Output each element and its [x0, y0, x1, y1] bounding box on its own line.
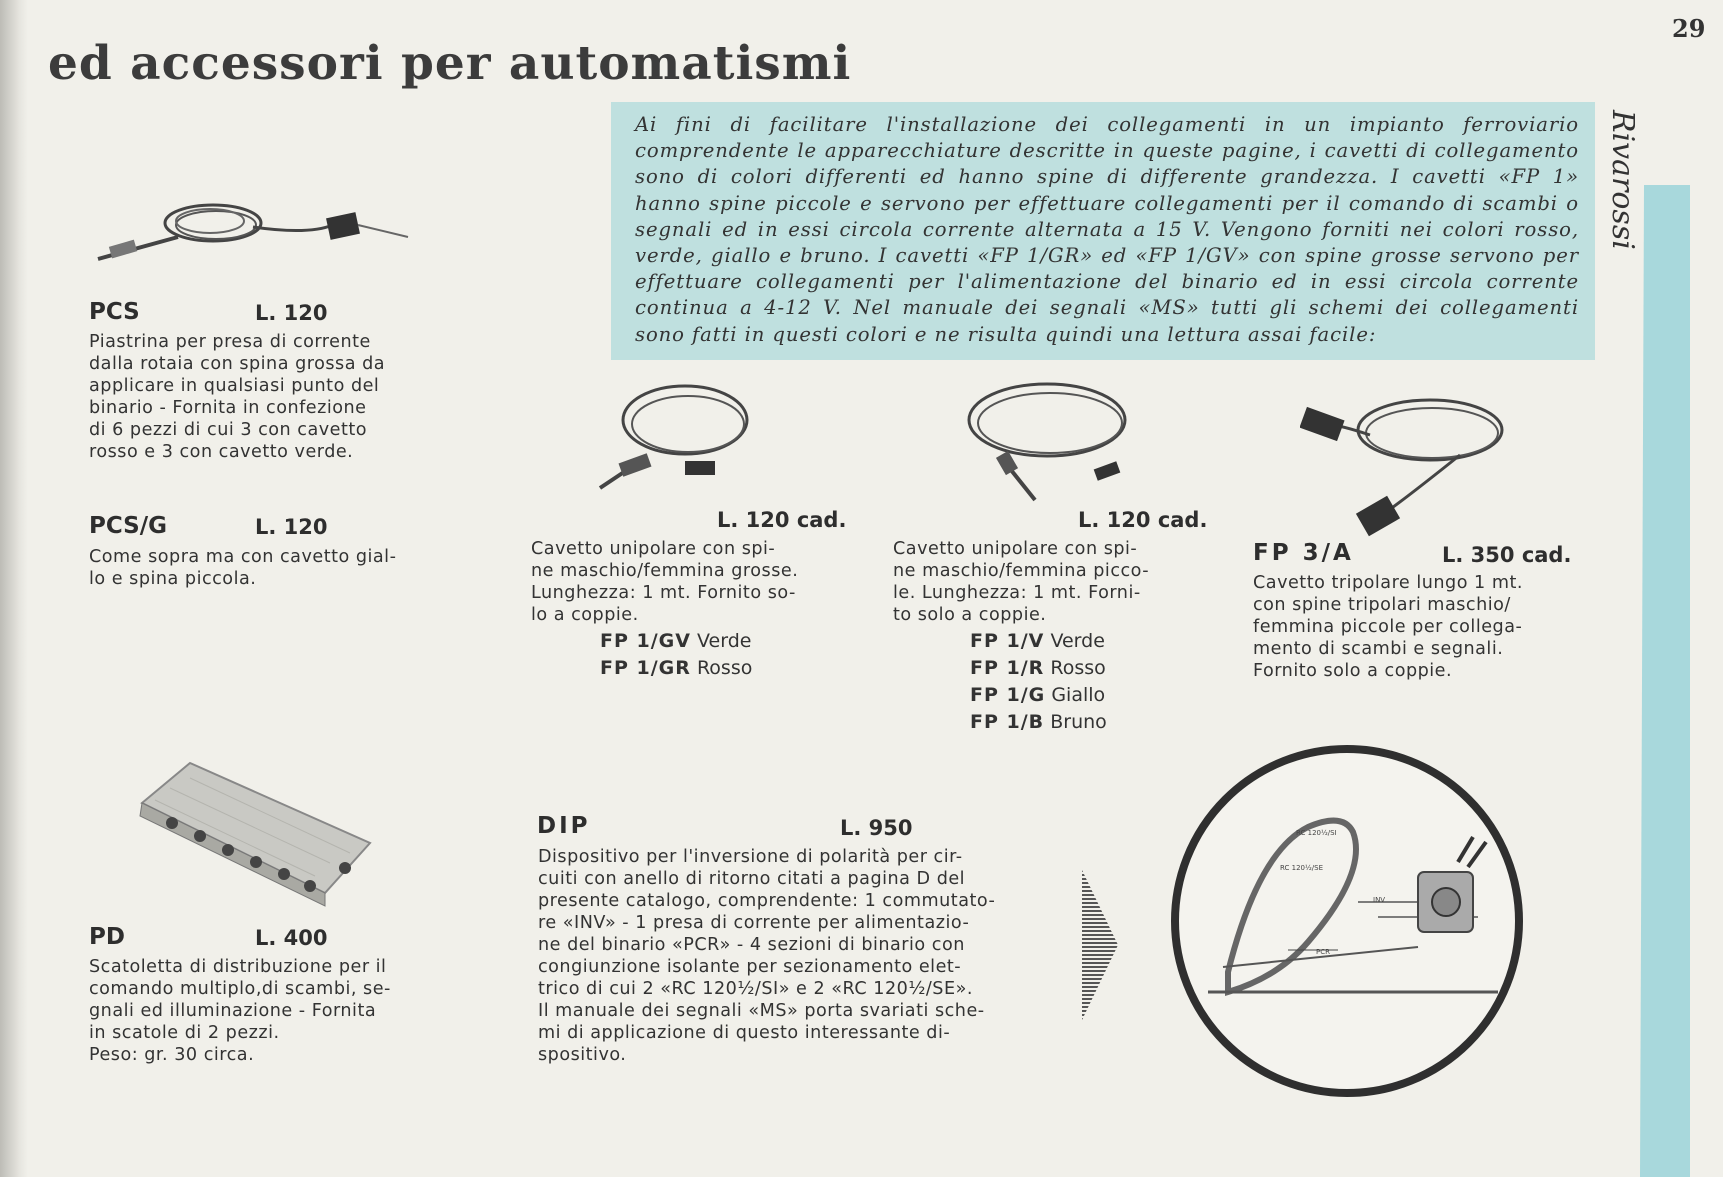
pcs-price: L. 120	[255, 301, 328, 325]
pcs-line: Piastrina per presa di corrente	[89, 332, 371, 352]
fp3a-price: L. 350 cad.	[1442, 543, 1572, 567]
pd-price: L. 400	[255, 926, 328, 950]
dip-diagram	[1168, 742, 1526, 1100]
label-inv: INV	[1373, 896, 1386, 904]
dip-line: spositivo.	[538, 1045, 627, 1065]
dip-line: cuiti con anello di ritorno citati a pagina D del	[538, 869, 966, 889]
dip-line: mi di applicazione di questo interessante di-	[538, 1023, 951, 1043]
dip-line: congiunzione isolante per sezionamento elet-	[538, 957, 962, 977]
variant-row	[970, 682, 1107, 709]
variant-row	[600, 628, 752, 655]
label-rc-se: RC 120½/SE	[1280, 864, 1323, 872]
fp1-big-line: ne maschio/femmina grosse.	[531, 561, 799, 581]
pcsg-code: PCS/G	[89, 513, 168, 539]
dip-line: Dispositivo per l'inversione di polarità per cir-	[538, 847, 963, 867]
pcs-cable-image	[88, 195, 433, 270]
label-rc-si: RC 120½/SI	[1296, 829, 1337, 837]
page-number: 29	[1672, 14, 1706, 43]
variant-row	[970, 655, 1107, 682]
pcs-line: dalla rotaia con spina grossa da	[89, 354, 386, 374]
dip-line: ne del binario «PCR» - 4 sezioni di binario con	[538, 935, 965, 955]
pd-line: gnali ed illuminazione - Fornita	[89, 1001, 377, 1021]
variant-row	[600, 655, 752, 682]
fp1-big-variants	[600, 628, 752, 682]
page-title: ed accessori per automatismi	[48, 36, 852, 91]
pd-line: Peso: gr. 30 circa.	[89, 1045, 255, 1065]
dip-description	[538, 846, 1058, 1066]
fp3a-cable-image	[1300, 385, 1510, 555]
variant-code: FP 1/B	[970, 711, 1045, 733]
variant-color: Rosso	[1050, 657, 1106, 679]
label-pcr: PCR	[1316, 948, 1330, 956]
pd-description	[89, 956, 459, 1066]
dip-line: trico di cui 2 «RC 120½/SI» e 2 «RC 120½/SE».	[538, 979, 973, 999]
fp1-small-description	[893, 538, 1211, 626]
fp1-big-price: L. 120 cad.	[717, 508, 847, 532]
fp1-small-line: to solo a coppie.	[893, 605, 1047, 625]
variant-row	[970, 709, 1107, 736]
pcsg-price: L. 120	[255, 515, 328, 539]
fp1-big-line: lo a coppie.	[531, 605, 639, 625]
pcs-line: binario - Fornita in confezione	[89, 398, 367, 418]
pcs-line: rosso e 3 con cavetto verde.	[89, 442, 354, 462]
dip-price: L. 950	[840, 816, 913, 840]
fp1-small-line: le. Lunghezza: 1 mt. Forni-	[893, 583, 1141, 603]
dip-line: Il manuale dei segnali «MS» porta svariati sche-	[538, 1001, 985, 1021]
fp1-big-cable-image	[590, 378, 770, 493]
fp3a-line: Cavetto tripolare lungo 1 mt.	[1253, 573, 1523, 593]
variant-code: FP 1/GR	[600, 657, 691, 679]
fp1-small-price: L. 120 cad.	[1078, 508, 1208, 532]
pcs-line: applicare in qualsiasi punto del	[89, 376, 380, 396]
pcsg-line: Come sopra ma con cavetto gial-	[89, 547, 397, 567]
pcsg-line: lo e spina piccola.	[89, 569, 257, 589]
variant-color: Verde	[1050, 630, 1105, 652]
dip-line: presente catalogo, comprendente: 1 commutato-	[538, 891, 996, 911]
fp3a-line: mento di scambi e segnali.	[1253, 639, 1504, 659]
fp1-big-description	[531, 538, 851, 626]
pcs-code: PCS	[89, 299, 140, 325]
pd-code: PD	[89, 924, 125, 950]
brand-signature: Rivarossi	[1605, 110, 1640, 250]
variant-color: Giallo	[1051, 684, 1106, 706]
variant-code: FP 1/V	[970, 630, 1045, 652]
pd-distribution-box-image	[130, 758, 380, 908]
variant-color: Rosso	[696, 657, 753, 679]
variant-code: FP 1/GV	[600, 630, 691, 652]
fp1-big-line: Lunghezza: 1 mt. Fornito so-	[531, 583, 796, 603]
dip-code: DIP	[537, 813, 591, 839]
decorative-triangle	[1640, 185, 1690, 1177]
variant-code: FP 1/G	[970, 684, 1046, 706]
fp3a-description	[1253, 572, 1583, 682]
dip-line: re «INV» - 1 presa di corrente per alimentazio-	[538, 913, 970, 933]
fp1-small-variants	[970, 628, 1107, 736]
fp1-small-line: ne maschio/femmina picco-	[893, 561, 1150, 581]
arrow-right-icon	[1080, 870, 1120, 1020]
info-box: Ai fini di facilitare l'installazione dei collegamenti in un impianto ferroviario comprendente le apparecchiature descritte in queste pagine, i cavetti di collegamento sono di colori differenti ed hanno spine di differente grandezza. I cavetti «FP 1» hanno spine piccole e servono per effettuare collegamenti per il comando di scambi o segnali ed in essi circola corrente alternata a 15 V. Vengono forniti nei colori rosso, verde, giallo e bruno. I cavetti «FP 1/GR» ed «FP 1/GV» con spine grosse servono per effettuare collegamenti per l'alimentazione del binario ed in essi circola corrente continua a 4-12 V. Nel manuale dei segnali «MS» tutti gli schemi dei collegamenti sono fatti in questi colori e ne risulta quindi una lettura assai facile:	[611, 102, 1595, 360]
pd-line: comando multiplo,di scambi, se-	[89, 979, 391, 999]
fp1-small-line: Cavetto unipolare con spi-	[893, 539, 1138, 559]
fp3a-line: femmina piccole per collega-	[1253, 617, 1523, 637]
fp3a-code: FP 3/A	[1253, 540, 1354, 566]
fp3a-line: con spine tripolari maschio/	[1253, 595, 1511, 615]
pd-line: Scatoletta di distribuzione per il	[89, 957, 387, 977]
fp1-small-cable-image	[955, 375, 1135, 503]
pcsg-description	[89, 546, 449, 590]
fp3a-line: Fornito solo a coppie.	[1253, 661, 1453, 681]
fp1-big-line: Cavetto unipolare con spi-	[531, 539, 776, 559]
variant-code: FP 1/R	[970, 657, 1045, 679]
variant-color: Bruno	[1050, 711, 1107, 733]
pd-line: in scatole di 2 pezzi.	[89, 1023, 280, 1043]
pcs-description	[89, 331, 449, 463]
binding-gutter	[0, 0, 28, 1177]
pcs-line: di 6 pezzi di cui 3 con cavetto	[89, 420, 368, 440]
variant-color: Verde	[697, 630, 752, 652]
variant-row	[970, 628, 1107, 655]
